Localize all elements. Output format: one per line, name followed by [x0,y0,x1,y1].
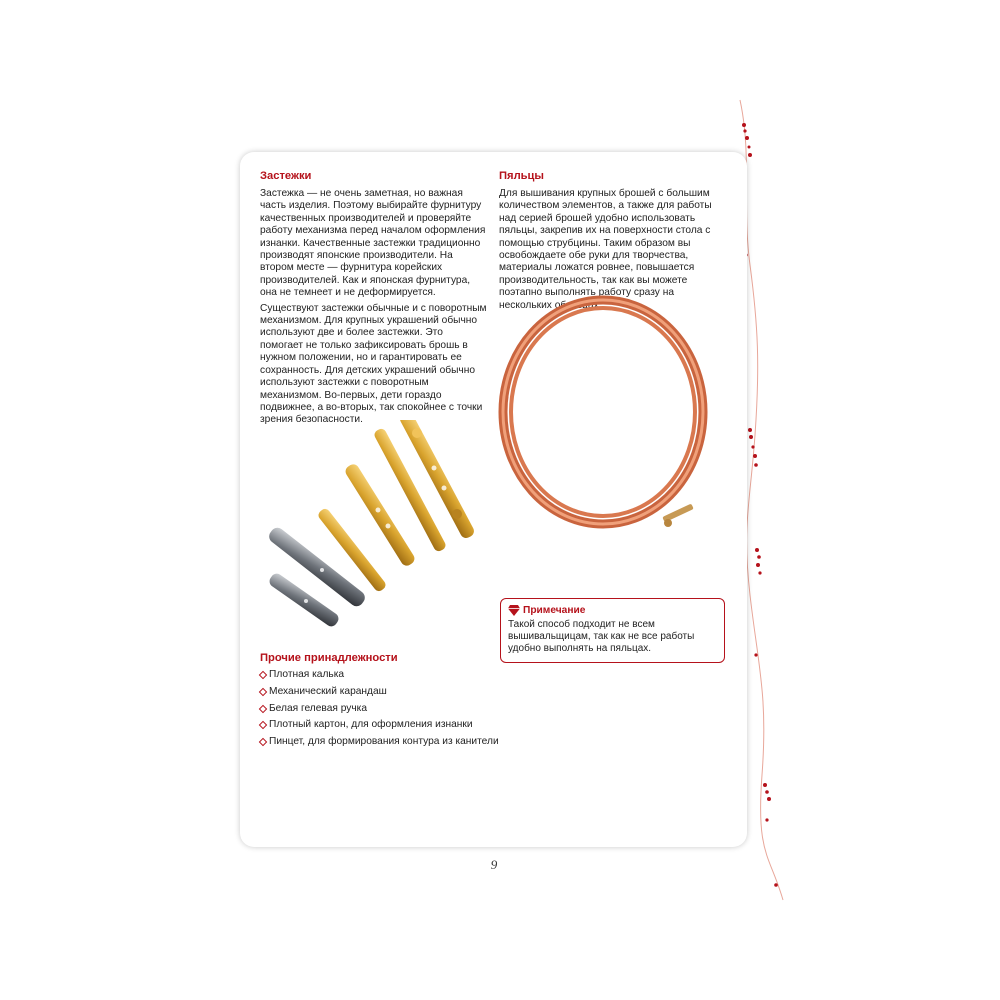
page-number: 9 [490,857,498,872]
list-item-label: Плотный картон, для оформления изнанки [269,719,473,731]
hoops-title: Пяльцы [499,170,544,182]
diamond-bullet-icon [259,721,267,729]
clasps-title: Застежки [260,170,312,182]
list-item [260,686,500,698]
list-item-label: Плотная калька [269,669,345,680]
diamond-bullet-icon [259,688,267,696]
list-item [260,736,500,748]
diamond-bullet-icon [259,671,267,679]
clasps-paragraph-2: Существуют застежки обычные и с поворотным механизмом. Для крупных украшений обычно используют две и более застежки. Это помогает не только зафиксировать брошь в нужном положении, но и гарантировать ее сохранность. Для детских украшений обычно используют застежки с поворотным механизмом. Во-первых, дети гораздо подвижнее, а во-вторых, так спокойнее с точки зрения безопасности. [260,302,487,426]
list-item-label: Механический карандаш [269,685,387,697]
steel-clasp-1 [266,525,367,609]
other-title: Прочие принадлежности [260,652,398,664]
diamond-bullet-icon [259,738,267,746]
note-text: Такой способ подходит не всем вышивальщицам, так как не все работы удобно выполнять на пяльцах. [508,619,695,655]
other-list [260,669,500,749]
clasps-photo [262,420,482,630]
hoops-paragraph: Для вышивания крупных брошей с большим количеством элементов, а также для работы над серией брошей удобно использовать пяльцы, закрепив их на поверхности стола с помощью струбцины. Таким образом вы освобождаете обе руки для творчества, материалы ложатся ровнее, повышается производительность, так как вы можете поэтапно выполнять работу сразу на нескольких образцах. [499,188,712,311]
list-item-label: Белая гелевая ручка [269,702,368,714]
note-box [500,598,725,663]
clasps-section [260,170,488,430]
hoop-photo [496,285,711,550]
list-item [260,703,500,715]
note-title: Примечание [523,605,586,616]
list-item [260,669,500,681]
list-item [260,719,500,731]
other-section [260,652,500,753]
clasps-paragraph-1: Застежка — не очень заметная, но важная часть изделия. Поэтому выбирайте фурнитуру качественных производителей и проверяйте работу механизма перед началом оформления изнанки. Качественные застежки традиционно производят японские производители. На втором месте — фурнитура корейских производителей. Как и японская фурнитура, она не темнеет и не деформируется. [260,188,486,299]
hoop-screw [662,504,694,527]
diamond-bullet-icon [259,704,267,712]
gem-icon [508,605,520,616]
list-item-label: Пинцет, для формирования контура из канители [269,736,499,748]
